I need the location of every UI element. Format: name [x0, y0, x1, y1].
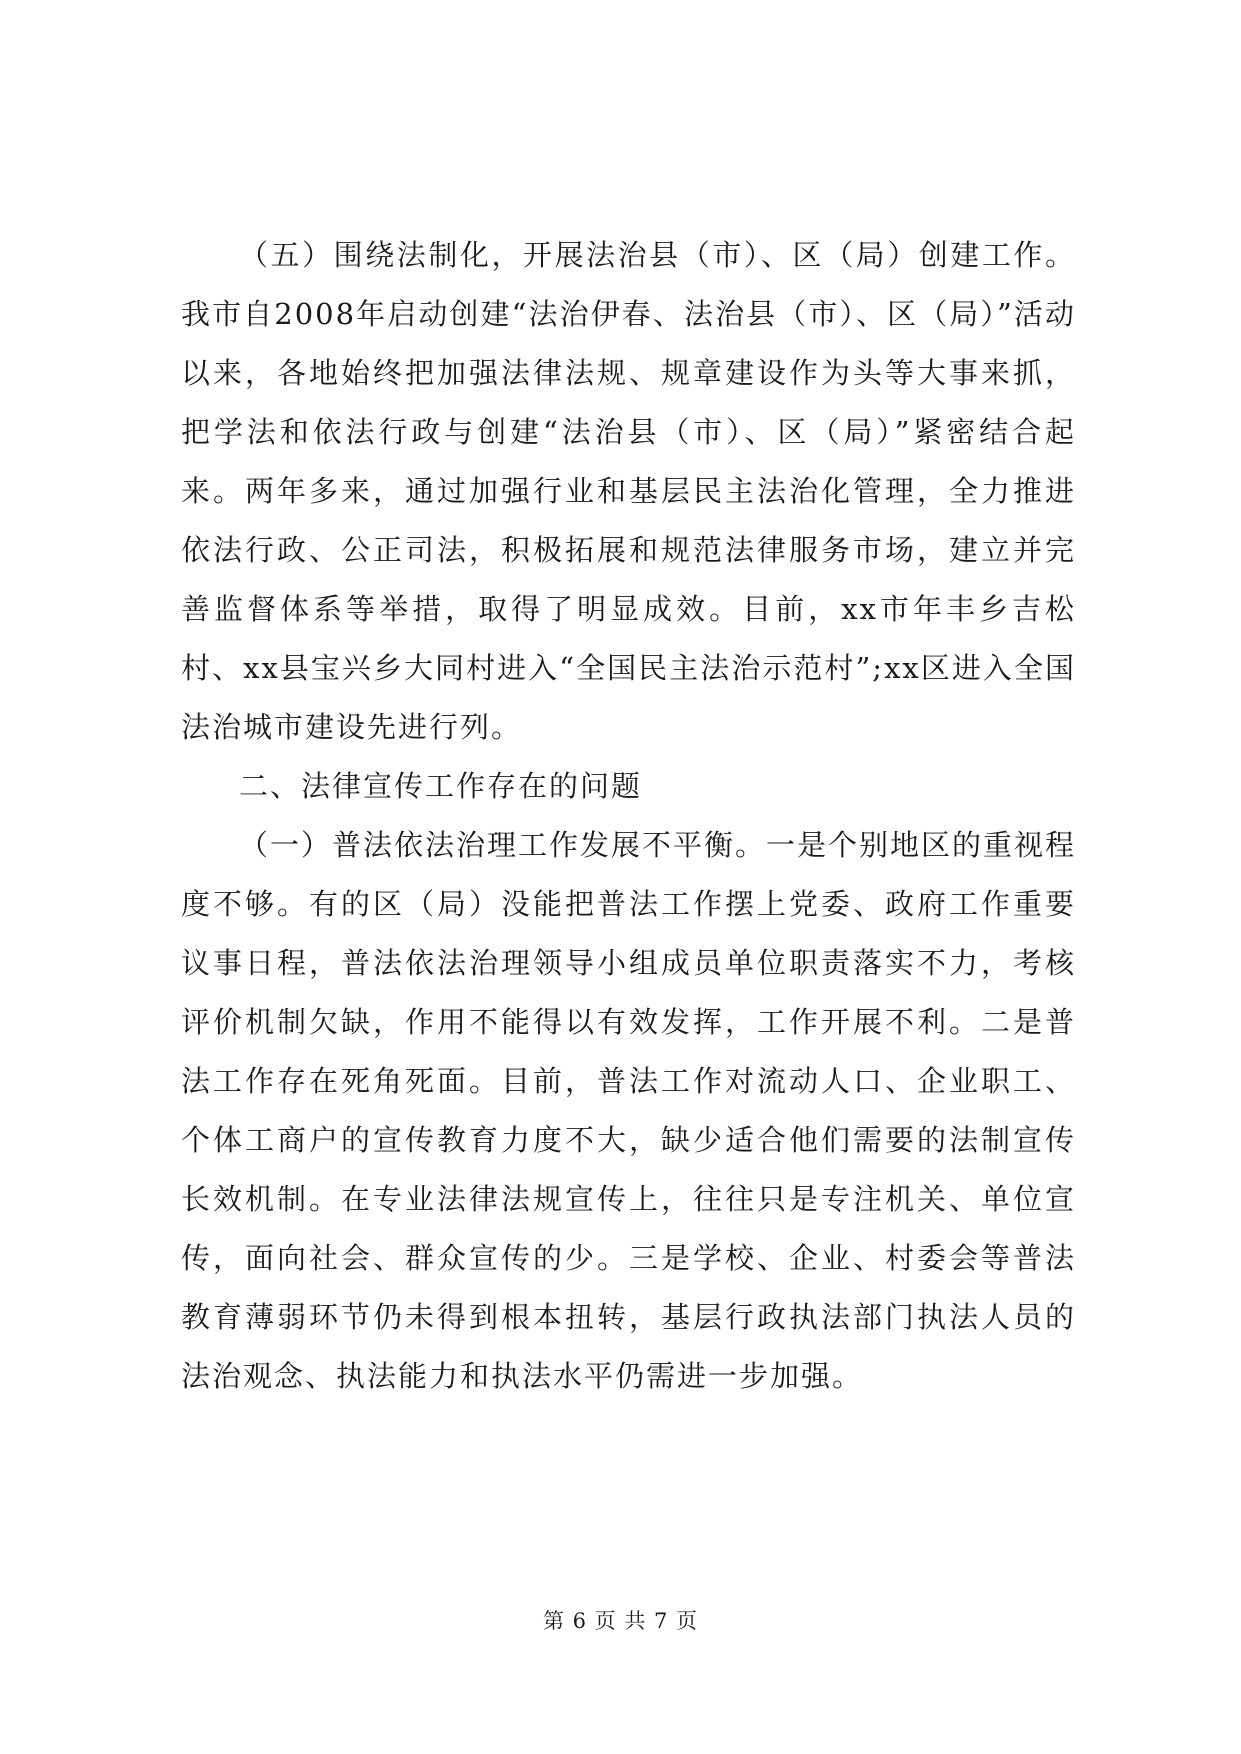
paragraph-legal-county-creation: （五）围绕法制化，开展法治县（市）、区（局）创建工作。我市自2008年启动创建“法治伊春、法治县（市）、区（局）”活动以来，各地始终把加强法律法规、规章建设作为头等大事来抓，把学法和依法行政与创建“法治县（市）、区（局）”紧密结合起来。两年多来，通过加强行业和基层民主法治化管理，全力推进依法行政、公正司法，积极拓展和规范法律服务市场，建立并完善监督体系等举措，取得了明显成效。目前，xx市年丰乡吉松村、xx县宝兴乡大同村进入“全国民主法治示范村”;xx区进入全国法治城市建设先进行列。	[181, 238, 1076, 744]
page-number-footer: 第 6 页 共 7 页	[542, 1609, 699, 1633]
document-body	[181, 226, 1076, 1406]
section-heading-problems: 二、法律宣传工作存在的问题	[239, 769, 643, 803]
paragraph-unbalanced-development: （一）普法依法治理工作发展不平衡。一是个别地区的重视程度不够。有的区（局）没能把普法工作摆上党委、政府工作重要议事日程，普法依法治理领导小组成员单位职责落实不力，考核评价机制欠缺，作用不能得以有效发挥，工作开展不利。二是普法工作存在死角死面。目前，普法工作对流动人口、企业职工、个体工商户的宣传教育力度不大，缺少适合他们需要的法制宣传长效机制。在专业法律法规宣传上，往往只是专注机关、单位宣传，面向社会、群众宣传的少。三是学校、企业、村委会等普法教育薄弱环节仍未得到根本扭转，基层行政执法部门执法人员的法治观念、执法能力和执法水平仍需进一步加强。	[181, 828, 1077, 1393]
